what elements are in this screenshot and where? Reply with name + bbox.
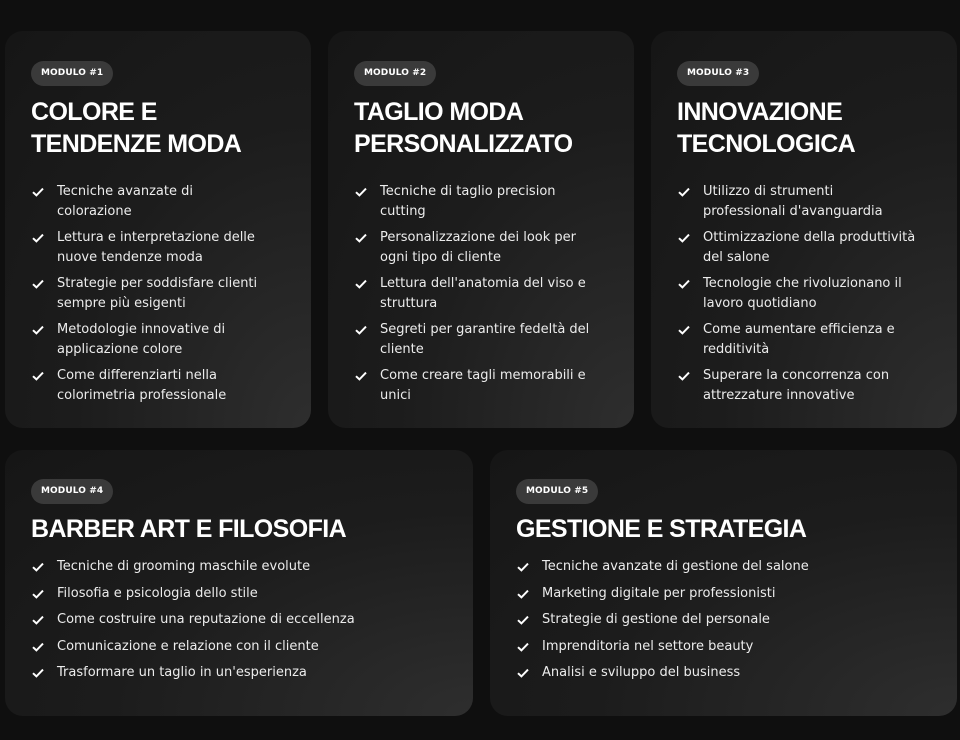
check-icon bbox=[31, 228, 57, 248]
list-item-text: Come costruire una reputazione di eccellenza bbox=[57, 612, 355, 628]
check-icon bbox=[516, 584, 542, 604]
list-item-text: Segreti per garantire fedeltà del cliente bbox=[380, 322, 590, 357]
list-item bbox=[516, 584, 931, 604]
list-item-text: Come differenziarti nella colorimetria professionale bbox=[57, 368, 227, 403]
check-icon bbox=[516, 637, 542, 657]
module-card-3 bbox=[651, 31, 957, 428]
list-item bbox=[677, 228, 931, 268]
check-icon bbox=[677, 182, 703, 202]
list-item bbox=[31, 274, 285, 314]
list-item-text: Come creare tagli memorabili e unici bbox=[380, 368, 586, 403]
list-item bbox=[31, 228, 285, 268]
list-item-text: Analisi e sviluppo del business bbox=[542, 665, 741, 681]
module-badge: MODULO #3 bbox=[677, 61, 759, 86]
list-item bbox=[354, 366, 608, 406]
check-icon bbox=[677, 228, 703, 248]
list-item-text: Marketing digitale per professionisti bbox=[542, 585, 776, 601]
list-item-text: Tecniche avanzate di colorazione bbox=[57, 184, 193, 219]
module-title: TAGLIO MODA PERSONALIZZATO bbox=[354, 98, 573, 158]
check-icon bbox=[516, 610, 542, 630]
list-item bbox=[677, 274, 931, 314]
module-title: BARBER ART E FILOSOFIA bbox=[31, 515, 347, 543]
list-item-text: Superare la concorrenza con attrezzature innovative bbox=[703, 368, 890, 403]
check-icon bbox=[516, 663, 542, 683]
check-icon bbox=[31, 610, 57, 630]
list-item bbox=[31, 366, 285, 406]
list-item-text: Trasformare un taglio in un'esperienza bbox=[57, 665, 307, 681]
list-item-text: Lettura dell'anatomia del viso e struttura bbox=[380, 276, 586, 311]
list-item bbox=[677, 320, 931, 360]
list-item bbox=[677, 182, 931, 222]
check-icon bbox=[677, 320, 703, 340]
list-item-text: Filosofia e psicologia dello stile bbox=[57, 585, 258, 601]
list-item bbox=[354, 320, 608, 360]
module-feature-list bbox=[31, 182, 285, 406]
module-card-2 bbox=[328, 31, 634, 428]
list-item-text: Lettura e interpretazione delle nuove tendenze moda bbox=[57, 230, 255, 265]
list-item bbox=[354, 182, 608, 222]
check-icon bbox=[516, 557, 542, 577]
list-item-text: Strategie di gestione del personale bbox=[542, 612, 770, 628]
list-item bbox=[31, 320, 285, 360]
module-feature-list bbox=[31, 557, 447, 683]
list-item bbox=[516, 557, 931, 577]
list-item bbox=[31, 557, 447, 577]
module-badge: MODULO #1 bbox=[31, 61, 113, 86]
check-icon bbox=[31, 637, 57, 657]
module-badge: MODULO #2 bbox=[354, 61, 436, 86]
check-icon bbox=[31, 366, 57, 386]
list-item-text: Tecnologie che rivoluzionano il lavoro quotidiano bbox=[703, 276, 902, 311]
list-item-text: Strategie per soddisfare clienti sempre più esigenti bbox=[57, 276, 258, 311]
list-item bbox=[31, 584, 447, 604]
list-item-text: Metodologie innovative di applicazione colore bbox=[57, 322, 226, 357]
list-item-text: Ottimizzazione della produttività del salone bbox=[703, 230, 916, 265]
list-item bbox=[516, 663, 931, 683]
list-item-text: Imprenditoria nel settore beauty bbox=[542, 638, 754, 654]
module-card-5 bbox=[490, 450, 957, 716]
check-icon bbox=[354, 274, 380, 294]
list-item-text: Tecniche avanzate di gestione del salone bbox=[542, 559, 809, 574]
check-icon bbox=[354, 366, 380, 386]
module-card-4 bbox=[5, 450, 473, 716]
list-item-text: Personalizzazione dei look per ogni tipo di cliente bbox=[380, 230, 577, 265]
list-item bbox=[31, 637, 447, 657]
list-item bbox=[31, 182, 285, 222]
check-icon bbox=[677, 274, 703, 294]
check-icon bbox=[31, 584, 57, 604]
check-icon bbox=[31, 320, 57, 340]
check-icon bbox=[31, 182, 57, 202]
module-title: INNOVAZIONE TECNOLOGICA bbox=[677, 98, 856, 158]
list-item-text: Come aumentare efficienza e redditività bbox=[703, 322, 895, 357]
check-icon bbox=[354, 320, 380, 340]
list-item-text: Tecniche di taglio precision cutting bbox=[380, 184, 556, 219]
list-item bbox=[677, 366, 931, 406]
module-badge: MODULO #5 bbox=[516, 479, 598, 504]
list-item bbox=[516, 610, 931, 630]
list-item-text: Comunicazione e relazione con il cliente bbox=[57, 638, 319, 654]
module-feature-list bbox=[516, 557, 931, 683]
module-title: COLORE E TENDENZE MODA bbox=[31, 98, 242, 158]
module-title: GESTIONE E STRATEGIA bbox=[516, 515, 807, 543]
module-feature-list bbox=[677, 182, 931, 406]
list-item-text: Utilizzo di strumenti professionali d'avanguardia bbox=[703, 184, 883, 219]
check-icon bbox=[354, 182, 380, 202]
list-item bbox=[31, 610, 447, 630]
list-item bbox=[354, 228, 608, 268]
module-card-1 bbox=[5, 31, 311, 428]
list-item bbox=[31, 663, 447, 683]
check-icon bbox=[31, 274, 57, 294]
check-icon bbox=[677, 366, 703, 386]
module-feature-list bbox=[354, 182, 608, 406]
list-item bbox=[516, 637, 931, 657]
check-icon bbox=[31, 663, 57, 683]
list-item-text: Tecniche di grooming maschile evolute bbox=[57, 559, 311, 574]
check-icon bbox=[31, 557, 57, 577]
list-item bbox=[354, 274, 608, 314]
module-badge: MODULO #4 bbox=[31, 479, 113, 504]
check-icon bbox=[354, 228, 380, 248]
